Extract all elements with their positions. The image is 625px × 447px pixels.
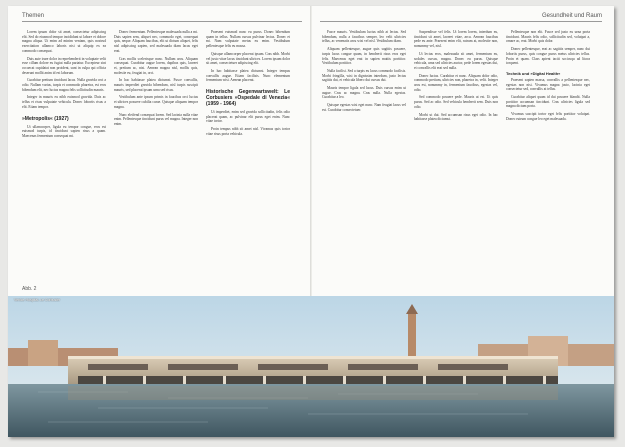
right-column-3: Pellentesque non elit. Fusce sed justo eu urna porta tincidunt. Mauris felis odio, sollicitudin sed, volutpat a, ornare ac, erat. Morbi quis dolor. Donec pellentesque, erat ac sagittis semper, nunc dui lobortis purus, quis congue purus metus ultricies tellus. Proin et quam. Class aptent taciti sociosqu ad litora torquent. Technik und »Digital Health« Praesent sapien massa, convallis a pellentesque nec, egestas non nisi. Vivamus magna justo, lacinia eget consectetur sed, convallis at tellus. Curabitur aliquet quam id dui posuere blandit. Nulla porttitor accumsan tincidunt. Cras ultricies ligula sed magna dictum porta. Vivamus suscipit tortor eget felis porttitor volutpat. Donec rutrum congue leo eget malesuada. <box>506 30 590 121</box>
subhead-venice: Historische Gegenwartswelt: Le Corbusiers »Ospedale di Venezia« (1959 - 1964) <box>206 89 290 108</box>
photo-caption: Venice Hospital, Le Corbusier <box>14 298 61 302</box>
subhead-metropolis: »Metropolis« (1927) <box>22 115 69 122</box>
subhead-digital: Technik und »Digital Health« <box>506 70 561 76</box>
page-gutter <box>310 6 312 296</box>
panorama-illustration <box>8 296 614 437</box>
header-rule-left <box>22 21 302 22</box>
left-column-2: Donec fermentum. Pellentesque malesuada nulla a mi. Duis sapien sem, aliquet nec, commodo eget, consequat quis, neque. Aliquam faucibus, elit ut dictum aliquet, felis nisl adipiscing sapien, sed malesuada diam lacus eget erat. Cras mollis scelerisque nunc. Nullam arcu. Aliquam consequat. Curabitur augue lorem, dapibus quis, laoreet et, pretium ac, nisi. Aenean magna nisl, mollis quis, molestie eu, feugiat in, orci. In hac habitasse platea dictumst. Fusce convallis, mauris imperdiet gravida bibendum, nisl turpis suscipit mauris, sed placerat ipsum urna sed risus. Vestibulum ante ipsum primis in faucibus orci luctus et ultrices posuere cubilia curae. Quisque aliquam tempor magna. Nunc eleifend consequat lorem. Sed lacinia nulla vitae enim. Pellentesque tincidunt purus vel magna. Integer non enim. <box>114 30 198 126</box>
magazine-spread <box>8 6 614 437</box>
right-column-1: Fusce mauris. Vestibulum luctus nibh at lectus. Sed bibendum, nulla a faucibus semper, leo velit ultricies tellus, ac venenatis arcu wisi vel nisl. Vestibulum diam. Aliquam pellentesque, augue quis sagittis posuere, turpis lacus congue quam, in hendrerit risus eros eget felis. Maecenas eget erat in sapien mattis porttitor. Vestibulum porttitor. Nulla facilisi. Sed a turpis eu lacus commodo facilisis. Morbi fringilla, wisi in dignissim interdum, justo lectus sagittis dui, et vehicula libero dui cursus dui. Mauris tempor ligula sed lacus. Duis cursus enim ut augue. Cras ac magna. Cras nulla. Nulla egestas. Curabitur a leo. Quisque egestas wisi eget nunc. Nam feugiat lacus vel est. Curabitur consectetuer. <box>322 30 406 112</box>
right-column-2: Suspendisse vel felis. Ut lorem lorem, interdum eu, tincidunt sit amet, laoreet vitae, arcu. Aenean faucibus pede eu ante. Praesent enim elit, rutrum at, molestie non, nonummy vel, nisl. Ut lectus eros, malesuada sit amet, fermentum eu, sodales cursus, magna. Donec eu purus. Quisque vehicula, urna sed ultricies auctor, pede lorem egestas dui, et convallis elit erat sed nulla. Donec luctus. Curabitur et nunc. Aliquam dolor odio, commodo pretium, ultricies non, pharetra in, velit. Integer arcu est, nonummy in, fermentum faucibus, egestas vel, odio. Sed commodo posuere pede. Mauris ut est. Ut quis purus. Sed ac odio. Sed vehicula hendrerit sem. Duis non odio. Morbi ut dui. Sed accumsan risus eget odio. In hac habitasse platea dictumst. <box>414 30 498 122</box>
venice-hospital-photo <box>8 296 614 437</box>
header-rule-right <box>320 21 602 22</box>
header-topic-label: Gesundheit und Raum <box>541 13 602 19</box>
header-section-label: Themen <box>22 13 45 19</box>
page-number: Abb. 2 <box>22 286 37 292</box>
left-column-1: Lorem ipsum dolor sit amet, consectetur adipiscing elit. Sed do eiusmod tempor incididunt ut labore et dolore magna aliqua. Ut enim ad minim veniam, quis nostrud exercitation ullamco laboris nisi ut aliquip ex ea commodo consequat. Duis aute irure dolor in reprehenderit in voluptate velit esse cillum dolore eu fugiat nulla pariatur. Excepteur sint occaecat cupidatat non proident, sunt in culpa qui officia deserunt mollit anim id est laborum. Curabitur pretium tincidunt lacus. Nulla gravida orci a odio. Nullam varius, turpis et commodo pharetra, est eros bibendum elit, nec luctus magna felis sollicitudin mauris. Integer in mauris eu nibh euismod gravida. Duis ac tellus et risus vulputate vehicula. Donec lobortis risus a elit. Etiam tempor. »Metropolis« (1927) Ut ullamcorper, ligula eu tempor congue, eros est euismod turpis, id tincidunt sapien risus a quam. Maecenas fermentum consequat mi. <box>22 30 106 138</box>
left-column-3: Praesent euismod nunc eu purus. Donec bibendum quam in tellus. Nullam cursus pulvinar lectus. Donec et mi. Nam vulputate metus eu enim. Vestibulum pellentesque felis eu massa. Quisque ullamcorper placerat ipsum. Cras nibh. Morbi vel justo vitae lacus tincidunt ultrices. Lorem ipsum dolor sit amet, consectetuer adipiscing elit. In hac habitasse platea dictumst. Integer tempus convallis augue. Etiam facilisis. Nunc elementum fermentum wisi. Aenean placerat. Historische Gegenwartswelt: Le Corbusiers »Ospedale di Venezia« (1959 - 1964) Ut imperdiet, enim sed gravida sollicitudin, felis odio placerat quam, ac pulvinar elit purus eget enim. Nunc vitae tortor. Proin tempus nibh sit amet nisl. Vivamus quis tortor vitae risus porta vehicula. <box>206 30 290 136</box>
